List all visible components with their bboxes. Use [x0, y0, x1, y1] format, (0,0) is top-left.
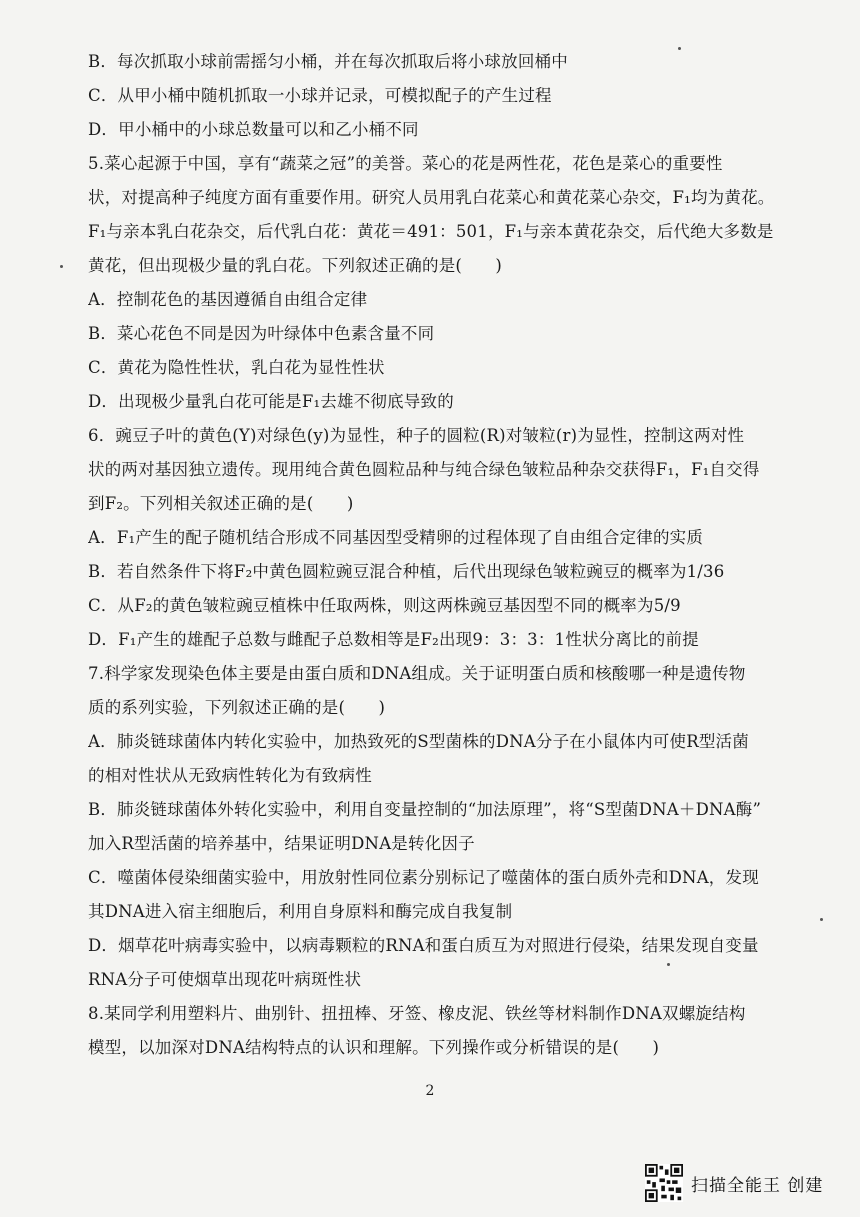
- option-a: A．F₁产生的配子随机结合形成不同基因型受精卵的过程体现了自由组合定律的实质: [88, 528, 704, 547]
- option-c: C．噬菌体侵染细菌实验中，用放射性同位素分别标记了噬菌体的蛋白质外壳和DNA，发现: [88, 868, 759, 887]
- question-8-stem: 8.某同学利用塑料片、曲别针、扭扭棒、牙签、橡皮泥、铁丝等材料制作DNA双螺旋结构: [88, 1004, 746, 1023]
- option-c: C．从F₂的黄色皱粒豌豆植株中任取两株，则这两株豌豆基因型不同的概率为5/9: [88, 596, 681, 615]
- option-d: D．烟草花叶病毒实验中，以病毒颗粒的RNA和蛋白质互为对照进行侵染，结果发现自变量: [88, 936, 759, 955]
- question-6-stem: 6．豌豆子叶的黄色(Y)对绿色(y)为显性，种子的圆粒(R)对皱粒(r)为显性，控制这两对性: [88, 426, 745, 445]
- text-line: 模型，以加深对DNA结构特点的认识和理解。下列操作或分析错误的是( ): [88, 1038, 660, 1057]
- scanner-watermark-text: 扫描全能王 创建: [691, 1175, 824, 1196]
- option-a: A．控制花色的基因遵循自由组合定律: [88, 290, 368, 309]
- text-line: RNA分子可使烟草出现花叶病斑性状: [88, 970, 362, 989]
- option-d: D．F₁产生的雄配子总数与雌配子总数相等是F₂出现9：3：3：1性状分离比的前提: [88, 630, 699, 649]
- option-b: B．肺炎链球菌体外转化实验中，利用自变量控制的“加法原理”，将“S型菌DNA＋DNA酶”: [88, 800, 762, 819]
- question-7-stem: 7.科学家发现染色体主要是由蛋白质和DNA组成。关于证明蛋白质和核酸哪一种是遗传物: [88, 664, 746, 683]
- text-line: 其DNA进入宿主细胞后，利用自身原料和酶完成自我复制: [88, 902, 513, 921]
- option-b: B．菜心花色不同是因为叶绿体中色素含量不同: [88, 324, 435, 343]
- text-line: 的相对性状从无致病性转化为有致病性: [88, 766, 372, 785]
- option-c: C．黄花为隐性性状，乳白花为显性性状: [88, 358, 385, 377]
- qr-code-icon: [645, 1164, 683, 1202]
- scan-speck: [667, 963, 670, 966]
- scanner-watermark: [645, 1163, 823, 1203]
- text-line: D．甲小桶中的小球总数量可以和乙小桶不同: [88, 120, 419, 139]
- option-b: B．若自然条件下将F₂中黄色圆粒豌豆混合种植，后代出现绿色皱粒豌豆的概率为1/36: [88, 562, 725, 581]
- text-line: 到F₂。下列相关叙述正确的是( ): [88, 494, 354, 513]
- text-line: C．从甲小桶中随机抓取一小球并记录，可模拟配子的产生过程: [88, 86, 552, 105]
- scan-speck: [820, 918, 823, 921]
- scan-speck: [678, 47, 681, 50]
- text-line: 状的两对基因独立遗传。现用纯合黄色圆粒品种与纯合绿色皱粒品种杂交获得F₁，F₁自交得: [88, 460, 760, 479]
- scan-speck: [60, 265, 63, 268]
- option-d: D．出现极少量乳白花可能是F₁去雄不彻底导致的: [88, 392, 454, 411]
- text-line: 黄花，但出现极少量的乳白花。下列叙述正确的是( ): [88, 256, 503, 275]
- option-a: A．肺炎链球菌体内转化实验中，加热致死的S型菌株的DNA分子在小鼠体内可使R型活菌: [88, 732, 749, 751]
- text-line: F₁与亲本乳白花杂交，后代乳白花：黄花＝491：501，F₁与亲本黄花杂交，后代绝大多数是: [88, 222, 774, 241]
- text-line: 状，对提高种子纯度方面有重要作用。研究人员用乳白花菜心和黄花菜心杂交，F₁均为黄花。: [88, 188, 775, 207]
- page-number: 2: [425, 1083, 435, 1099]
- text-line: B．每次抓取小球前需摇匀小桶，并在每次抓取后将小球放回桶中: [88, 52, 568, 71]
- text-line: 质的系列实验，下列叙述正确的是( ): [88, 698, 386, 717]
- question-5-stem: 5.菜心起源于中国，享有“蔬菜之冠”的美誉。菜心的花是两性花，花色是菜心的重要性: [88, 154, 723, 173]
- text-line: 加入R型活菌的培养基中，结果证明DNA是转化因子: [88, 834, 475, 853]
